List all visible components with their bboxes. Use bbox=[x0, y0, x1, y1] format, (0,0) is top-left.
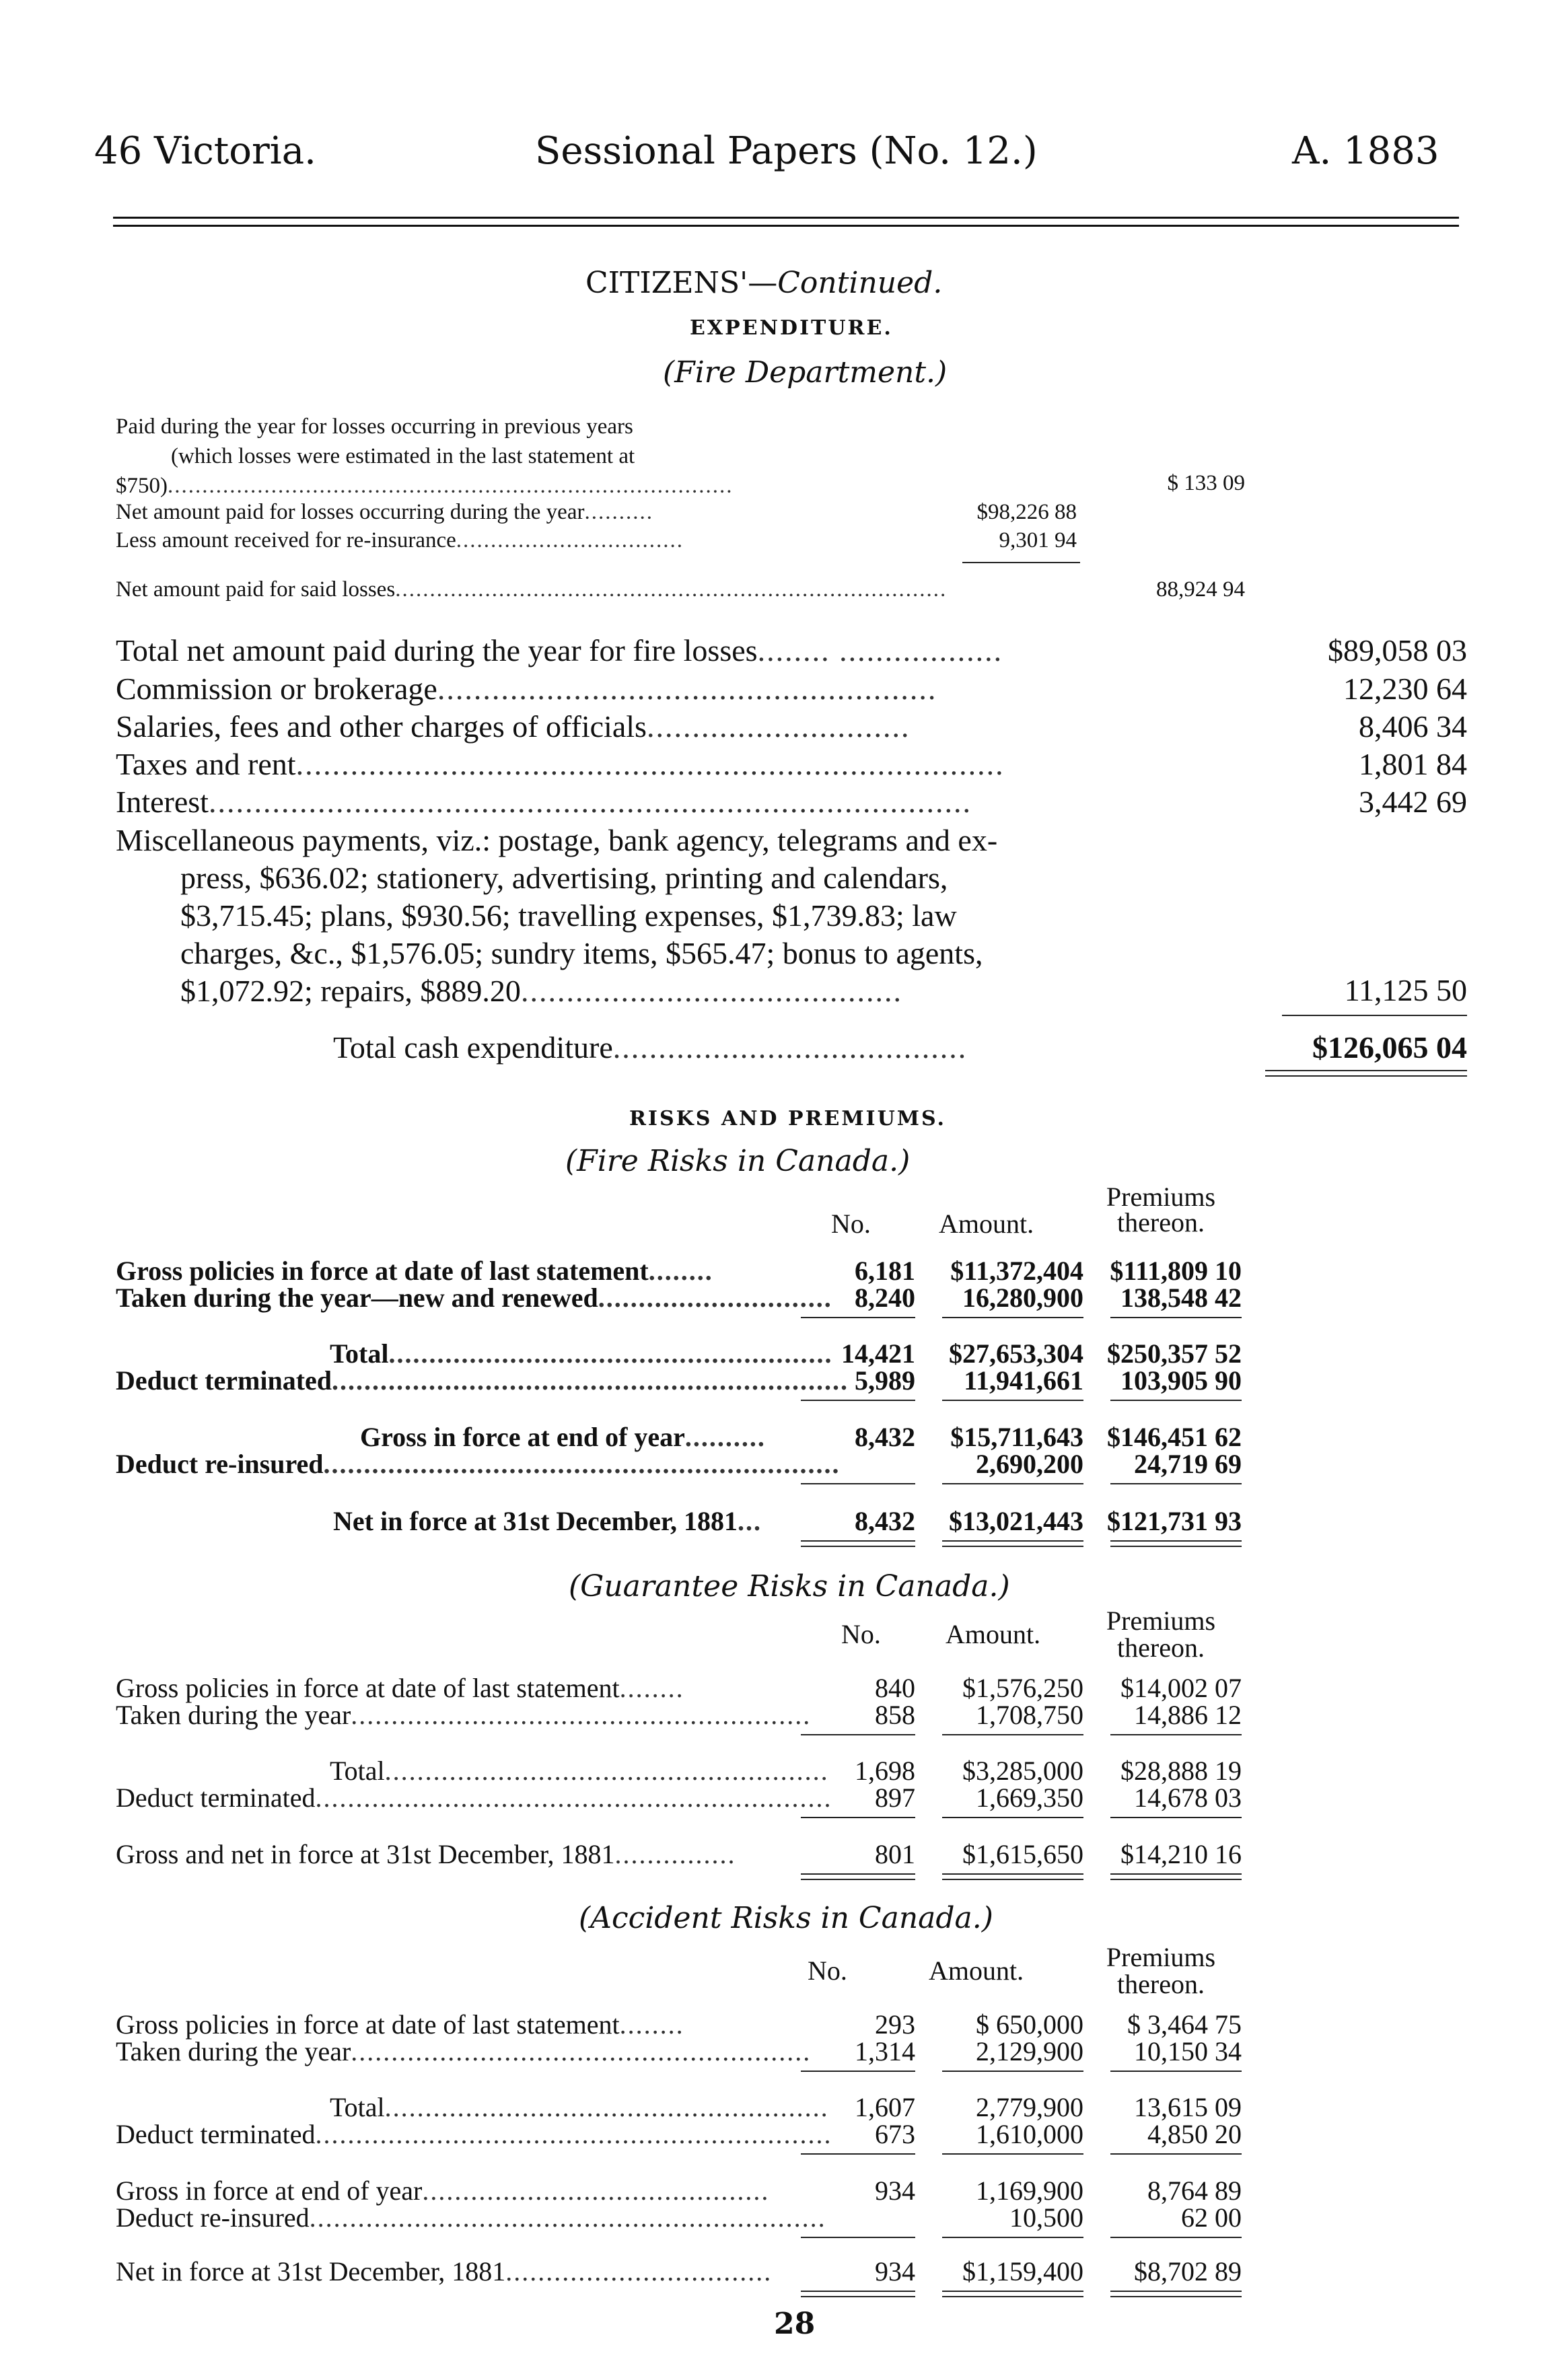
rule bbox=[801, 2237, 915, 2238]
rule bbox=[801, 2153, 915, 2155]
rule bbox=[1110, 1817, 1242, 1818]
rule bbox=[942, 2153, 1083, 2155]
main-item-value: $89,058 03 bbox=[1328, 633, 1467, 668]
main-item-label: Interest.................................................................................... bbox=[116, 785, 972, 819]
rule bbox=[942, 1400, 1083, 1401]
header-center: Sessional Papers (No. 12.) bbox=[535, 129, 1038, 173]
guarantee-row-no: 840 bbox=[875, 1673, 915, 1703]
accident-row-amount: $ 650,000 bbox=[976, 2009, 1083, 2040]
double-rule bbox=[801, 1540, 915, 1547]
double-rule bbox=[801, 2291, 915, 2297]
rule bbox=[801, 1817, 915, 1818]
accident-row-label: Gross policies in force at date of last statement........ bbox=[116, 2009, 684, 2040]
guarantee-row-amount: $1,615,650 bbox=[962, 1839, 1083, 1869]
main-item-value: 3,442 69 bbox=[1359, 785, 1467, 819]
section-title: CITIZENS'—Continued. bbox=[585, 266, 943, 300]
misc-payments-value: 11,125 50 bbox=[1344, 973, 1467, 1007]
rule bbox=[801, 2071, 915, 2072]
accident-row-prem: 62 00 bbox=[1181, 2202, 1242, 2233]
accident-row-amount: 2,129,900 bbox=[976, 2036, 1083, 2066]
fire-col-no: No. bbox=[831, 1209, 871, 1239]
rule bbox=[1110, 1400, 1242, 1401]
fire-row-prem: 24,719 69 bbox=[1134, 1449, 1242, 1479]
rule bbox=[1110, 1317, 1242, 1318]
fire-row-label: Deduct re-insured................................................................ bbox=[116, 1449, 841, 1479]
accident-row-label: Gross in force at end of year........................................... bbox=[116, 2175, 770, 2206]
guarantee-row-label: Deduct terminated................................................................ bbox=[116, 1783, 832, 1813]
double-rule bbox=[1265, 1070, 1467, 1077]
fire-row-amount: 2,690,200 bbox=[976, 1449, 1083, 1479]
double-rule bbox=[801, 1873, 915, 1880]
main-item-label: Commission or brokerage....................................................... bbox=[116, 672, 937, 706]
accident-row-amount: 1,169,900 bbox=[976, 2175, 1083, 2206]
prev-years-losses-value: $ 133 09 bbox=[1167, 471, 1245, 495]
reinsurance-received-value: 9,301 94 bbox=[999, 528, 1077, 552]
guarantee-row-prem: $14,002 07 bbox=[1120, 1673, 1242, 1703]
expenditure-heading: EXPENDITURE. bbox=[690, 316, 893, 340]
main-item-label: Taxes and rent.............................................................................. bbox=[116, 747, 1005, 781]
fire-row-prem: 138,548 42 bbox=[1120, 1283, 1242, 1313]
accident-row-prem: 13,615 09 bbox=[1134, 2092, 1242, 2122]
fire-row-no: 8,240 bbox=[855, 1283, 915, 1313]
fire-row-no: 14,421 bbox=[841, 1338, 915, 1369]
rule bbox=[801, 1483, 915, 1484]
guarantee-row-amount: $1,576,250 bbox=[962, 1673, 1083, 1703]
guarantee-row-no: 801 bbox=[875, 1839, 915, 1869]
guarantee-row-prem: $14,210 16 bbox=[1120, 1839, 1242, 1869]
rule bbox=[942, 2071, 1083, 2072]
header-left: 46 Victoria. bbox=[94, 129, 316, 173]
accident-row-amount: 10,500 bbox=[1009, 2202, 1083, 2233]
accident-col-amount: Amount. bbox=[929, 1955, 1024, 1986]
main-item-label: Total net amount paid during the year for fire losses........ .................. bbox=[116, 633, 1003, 668]
main-item-label: Salaries, fees and other charges of officials............................. bbox=[116, 709, 911, 744]
guarantee-row-label: Gross and net in force at 31st December, 1881............... bbox=[116, 1839, 736, 1869]
fire-row-amount: $13,021,443 bbox=[949, 1506, 1083, 1536]
accident-col-no: No. bbox=[808, 1955, 847, 1986]
fire-row-no: 8,432 bbox=[855, 1506, 915, 1536]
guarantee-col-no: No. bbox=[841, 1619, 881, 1649]
accident-row-label: Deduct terminated................................................................ bbox=[116, 2119, 832, 2149]
double-rule bbox=[942, 1873, 1083, 1880]
rule bbox=[1282, 1015, 1467, 1016]
fire-row-label: Total....................................................... bbox=[330, 1338, 833, 1369]
accident-row-prem: 10,150 34 bbox=[1134, 2036, 1242, 2066]
accident-row-amount: 2,779,900 bbox=[976, 2092, 1083, 2122]
net-losses-year-value: $98,226 88 bbox=[976, 500, 1077, 524]
fire-row-prem: 103,905 90 bbox=[1120, 1365, 1242, 1396]
guarantee-row-no: 897 bbox=[875, 1783, 915, 1813]
fire-risks-title: (Fire Risks in Canada.) bbox=[565, 1144, 911, 1178]
guarantee-row-no: 1,698 bbox=[855, 1756, 915, 1786]
accident-row-no: 934 bbox=[875, 2175, 915, 2206]
fire-col-premiums: Premiums bbox=[1106, 1182, 1216, 1212]
guarantee-row-amount: 1,708,750 bbox=[976, 1700, 1083, 1730]
rule bbox=[801, 1400, 915, 1401]
rule bbox=[1110, 2237, 1242, 2238]
fire-department-heading: (Fire Department.) bbox=[663, 355, 948, 390]
reinsurance-received-label: Less amount received for re-insurance................................. bbox=[116, 528, 684, 552]
header-right: A. 1883 bbox=[1292, 129, 1439, 173]
rule bbox=[942, 1317, 1083, 1318]
fire-row-amount: $11,372,404 bbox=[950, 1256, 1083, 1286]
guarantee-row-label: Gross policies in force at date of last statement........ bbox=[116, 1673, 684, 1703]
accident-row-label: Net in force at 31st December, 1881................................. bbox=[116, 2256, 773, 2287]
prev-years-losses-label: Paid during the year for losses occurring in previous years (which losses were estimated in the last statement at $750).................................................................................. bbox=[116, 415, 734, 498]
accident-row-no: 1,314 bbox=[855, 2036, 915, 2066]
accident-row-amount: 1,610,000 bbox=[976, 2119, 1083, 2149]
guarantee-row-amount: 1,669,350 bbox=[976, 1783, 1083, 1813]
guarantee-risks-title: (Guarantee Risks in Canada.) bbox=[569, 1569, 1010, 1604]
rule bbox=[942, 1817, 1083, 1818]
accident-col-thereon: thereon. bbox=[1117, 1969, 1205, 1999]
guarantee-row-label: Taken during the year......................................................... bbox=[116, 1700, 812, 1730]
double-rule bbox=[1110, 1540, 1242, 1547]
accident-row-no: 934 bbox=[875, 2256, 915, 2287]
double-rule bbox=[942, 2291, 1083, 2297]
rule bbox=[942, 1483, 1083, 1484]
guarantee-row-prem: $28,888 19 bbox=[1120, 1756, 1242, 1786]
accident-col-premiums: Premiums bbox=[1106, 1942, 1216, 1972]
fire-col-thereon: thereon. bbox=[1117, 1207, 1205, 1237]
accident-row-no: 293 bbox=[875, 2009, 915, 2040]
fire-row-no: 6,181 bbox=[855, 1256, 915, 1286]
rule bbox=[942, 1734, 1083, 1735]
accident-row-label: Deduct re-insured................................................................ bbox=[116, 2202, 826, 2233]
fire-row-label: Taken during the year—new and renewed............................. bbox=[116, 1283, 832, 1313]
risks-premiums-heading: RISKS AND PREMIUMS. bbox=[629, 1107, 946, 1130]
fire-row-prem: $250,357 52 bbox=[1107, 1338, 1242, 1369]
rule bbox=[1110, 1734, 1242, 1735]
net-losses-year-label: Net amount paid for losses occurring during the year.......... bbox=[116, 500, 653, 524]
fire-row-amount: $15,711,643 bbox=[950, 1422, 1083, 1452]
fire-row-label: Gross policies in force at date of last statement........ bbox=[116, 1256, 713, 1286]
fire-row-label: Deduct terminated................................................................ bbox=[116, 1365, 849, 1396]
fire-col-amount: Amount. bbox=[939, 1209, 1034, 1239]
fire-row-amount: $27,653,304 bbox=[949, 1338, 1083, 1369]
header-rule-bottom bbox=[113, 225, 1459, 227]
rule bbox=[1110, 2153, 1242, 2155]
fire-row-amount: 11,941,661 bbox=[964, 1365, 1083, 1396]
accident-row-prem: 4,850 20 bbox=[1147, 2119, 1242, 2149]
accident-row-label: Total....................................................... bbox=[330, 2092, 829, 2122]
fire-row-no: 8,432 bbox=[855, 1422, 915, 1452]
fire-row-no: 5,989 bbox=[855, 1365, 915, 1396]
fire-row-prem: $111,809 10 bbox=[1110, 1256, 1242, 1286]
accident-row-amount: $1,159,400 bbox=[962, 2256, 1083, 2287]
rule bbox=[1110, 1483, 1242, 1484]
double-rule bbox=[1110, 1873, 1242, 1880]
total-cash-expenditure-label: Total cash expenditure....................................... bbox=[333, 1030, 968, 1065]
fire-row-label: Gross in force at end of year.......... bbox=[360, 1422, 766, 1452]
rule bbox=[962, 562, 1080, 563]
guarantee-row-label: Total....................................................... bbox=[330, 1756, 829, 1786]
fire-row-amount: 16,280,900 bbox=[962, 1283, 1083, 1313]
guarantee-row-prem: 14,678 03 bbox=[1134, 1783, 1242, 1813]
main-item-value: 8,406 34 bbox=[1359, 709, 1467, 744]
accident-risks-title: (Accident Risks in Canada.) bbox=[579, 1901, 993, 1935]
accident-row-label: Taken during the year......................................................... bbox=[116, 2036, 812, 2066]
rule bbox=[801, 1317, 915, 1318]
main-item-value: 1,801 84 bbox=[1359, 747, 1467, 781]
page-number: 28 bbox=[774, 2307, 816, 2341]
guarantee-row-amount: $3,285,000 bbox=[962, 1756, 1083, 1786]
rule bbox=[801, 1734, 915, 1735]
net-said-losses-value: 88,924 94 bbox=[1156, 577, 1245, 602]
total-cash-expenditure-value: $126,065 04 bbox=[1312, 1030, 1467, 1065]
fire-row-label: Net in force at 31st December, 1881... bbox=[333, 1506, 762, 1536]
double-rule bbox=[942, 1540, 1083, 1547]
guarantee-row-prem: 14,886 12 bbox=[1134, 1700, 1242, 1730]
fire-row-prem: $121,731 93 bbox=[1107, 1506, 1242, 1536]
rule bbox=[942, 2237, 1083, 2238]
accident-row-no: 1,607 bbox=[855, 2092, 915, 2122]
double-rule bbox=[1110, 2291, 1242, 2297]
accident-row-prem: $8,702 89 bbox=[1134, 2256, 1242, 2287]
rule bbox=[1110, 2071, 1242, 2072]
accident-row-no: 673 bbox=[875, 2119, 915, 2149]
accident-row-prem: 8,764 89 bbox=[1147, 2175, 1242, 2206]
misc-payments: Miscellaneous payments, viz.: postage, bank agency, telegrams and ex- press, $636.02; stationery, advertising, printing and calendars, $3,715.45; plans, $930.56; travelling expenses, $1,739.83; law charges, &c., $1,576.05; sundry items, $565.47; bonus to agents, $1,072.92; repairs, $889.20.......................................... bbox=[116, 823, 998, 1008]
guarantee-col-amount: Amount. bbox=[946, 1619, 1041, 1649]
guarantee-row-no: 858 bbox=[875, 1700, 915, 1730]
header-rule-top bbox=[113, 217, 1459, 219]
main-item-value: 12,230 64 bbox=[1343, 672, 1467, 706]
accident-row-prem: $ 3,464 75 bbox=[1127, 2009, 1242, 2040]
fire-row-prem: $146,451 62 bbox=[1107, 1422, 1242, 1452]
guarantee-col-thereon: thereon. bbox=[1117, 1632, 1205, 1663]
net-said-losses-label: Net amount paid for said losses................................................................................ bbox=[116, 577, 948, 602]
guarantee-col-premiums: Premiums bbox=[1106, 1606, 1216, 1636]
